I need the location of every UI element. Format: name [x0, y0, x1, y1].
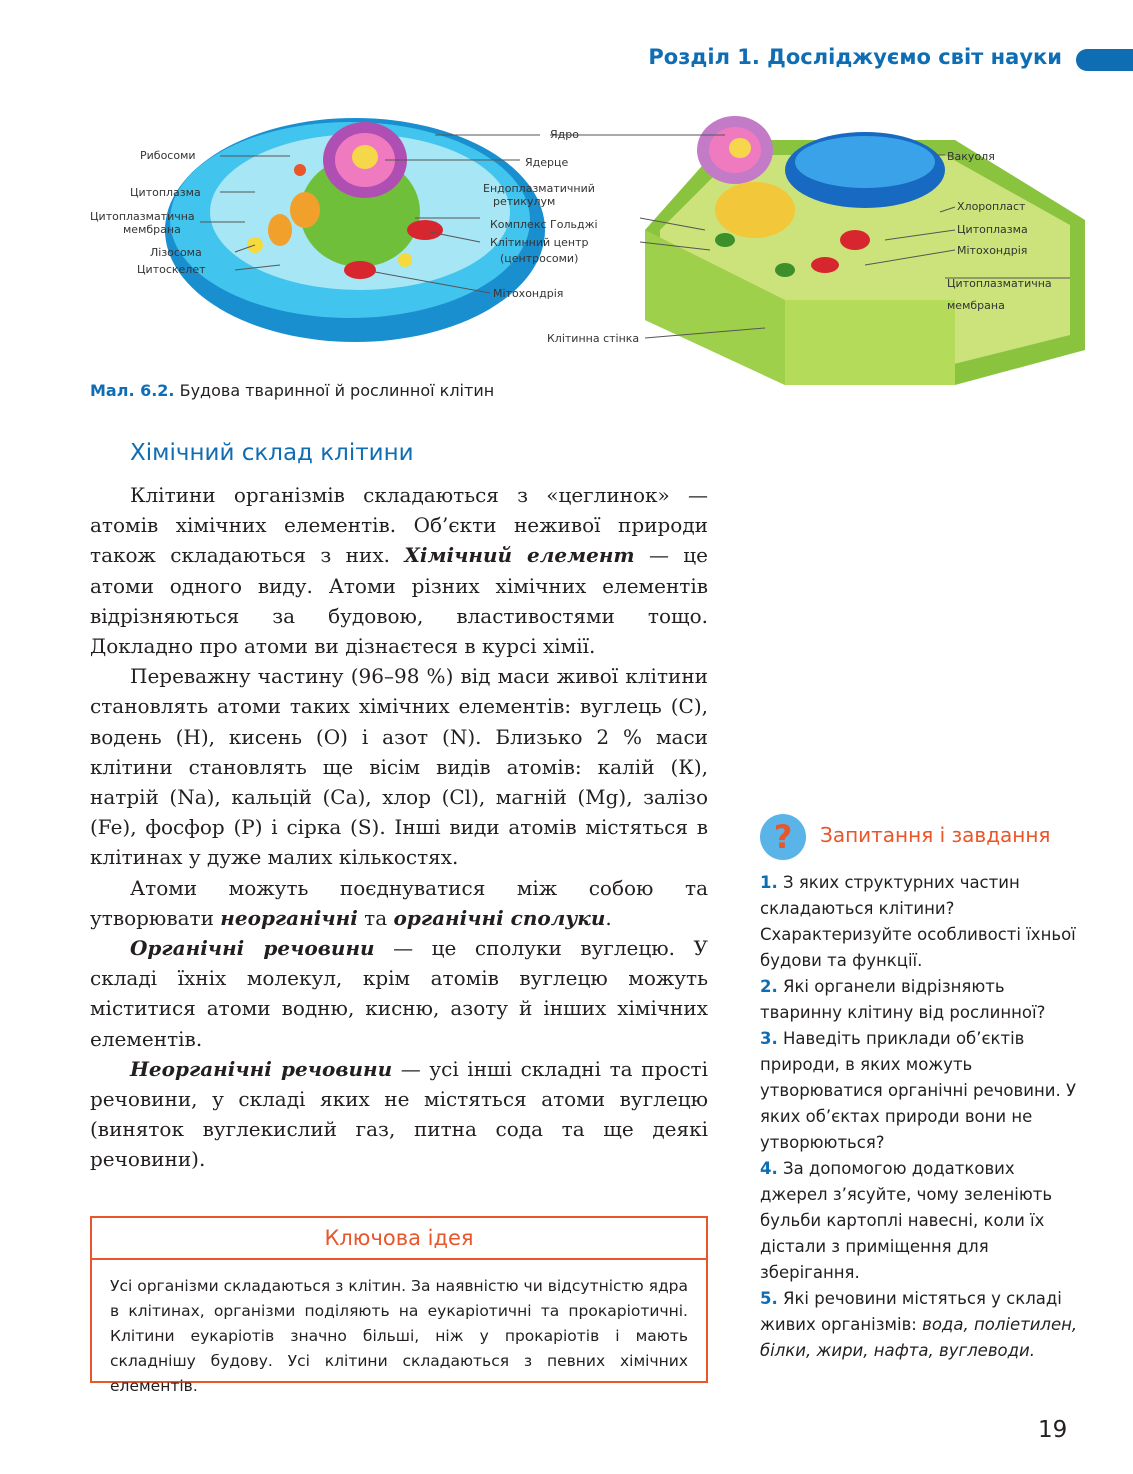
question-item	[760, 974, 1080, 1026]
question-item	[760, 1156, 1080, 1286]
label-golgi: Комплекс Гольджі	[490, 218, 598, 231]
paragraph-1-text-a: Клітини організмів складаються з «цеглинок» — атомів хімічних елементів. Об’єкти неживої природи також складаються з них.	[90, 483, 708, 568]
key-idea-text: Усі організми складаються з клітин. За наявністю чи відсутністю ядра в клітинах, організми поділяють на еукаріотичні та прокаріотичні. Клітини еукаріотів значно більші, ніж у прокаріотів і мають складнішу будову. Усі клітини складаються з певних хімічних елементів.	[110, 1277, 688, 1395]
questions-list	[760, 870, 1080, 1364]
paragraph-5	[90, 1054, 708, 1175]
figure-caption-text: Будова тваринної й рослинної клітин	[174, 381, 495, 400]
label-membrane-animal-1: Цитоплазматична	[90, 210, 195, 223]
label-membrane-animal-2: мембрана	[123, 223, 181, 236]
paragraph-3-text-c: .	[605, 905, 612, 930]
paragraph-4-text: — це сполуки вуглецю. У складі їхніх молекул, крім атомів вуглецю можуть міститися атоми водню, кисню, азоту й інших хімічних елементів.	[90, 936, 708, 1051]
paragraph-5-text: — усі інші складні та прості речовини, у складі яких не містяться атоми вуглецю (виняток вуглекислий газ, питна сода та ще деякі речовини).	[90, 1056, 708, 1172]
question-text: З яких структурних частин складаються клітини? Схарактеризуйте особливості їхньої будови та функції.	[760, 873, 1076, 970]
question-item	[760, 870, 1080, 974]
term-inorganic: неорганічні	[220, 905, 358, 930]
label-chloroplast: Хлоропласт	[957, 200, 1026, 213]
key-idea-box	[90, 1216, 708, 1395]
question-text: Які речовини містяться у складі живих організмів:	[760, 1289, 1062, 1334]
label-mitochondria-plant: Мітохондрія	[957, 244, 1028, 257]
svg-text:?: ?	[773, 818, 793, 856]
label-centrosome-2: (центросоми)	[500, 252, 579, 265]
term-inorganic-substances: Неорганічні речовини	[130, 1056, 393, 1081]
paragraph-1	[90, 480, 708, 661]
key-idea-title: Ключова ідея	[92, 1218, 706, 1260]
label-ribosomes: Рибосоми	[140, 149, 196, 162]
label-cytoskeleton: Цитоскелет	[137, 263, 206, 276]
label-membrane-plant-2: мембрана	[947, 299, 1005, 312]
question-text: За допомогою додаткових джерел з’ясуйте, чому зеленіють бульби картоплі навесні, коли їх дістали з приміщення для зберігання.	[760, 1159, 1053, 1282]
label-er-2: ретикулум	[493, 195, 556, 208]
questions-title: Запитання і завдання	[820, 823, 1051, 847]
question-number: 5.	[760, 1289, 778, 1308]
label-vacuole: Вакуоля	[947, 150, 995, 163]
page-number: 19	[1038, 1417, 1068, 1443]
question-number: 4.	[760, 1159, 778, 1178]
paragraph-3	[90, 873, 708, 933]
chapter-title: Розділ 1. Досліджуємо світ науки	[648, 45, 1062, 69]
question-number: 2.	[760, 977, 778, 996]
label-cytoplasm-plant: Цитоплазма	[957, 223, 1028, 236]
paragraph-1-text-b: — це атоми одного виду. Атоми різних хімічних елементів відрізняються за будовою, властивостями тощо. Докладно про атоми ви дізнаєтеся в курсі хімії.	[90, 543, 708, 659]
question-number: 3.	[760, 1029, 778, 1048]
label-nucleus: Ядро	[550, 128, 579, 141]
figure-caption-number: Мал. 6.2.	[90, 381, 175, 400]
chapter-tab-marker	[1076, 49, 1133, 71]
paragraph-3-text-a: Атоми можуть поєднуватися між собою та утворювати	[90, 875, 708, 930]
label-cell-wall: Клітинна стінка	[547, 332, 640, 345]
label-mitochondria-animal: Мітохондрія	[493, 287, 564, 300]
label-cytoplasm-animal: Цитоплазма	[130, 186, 201, 199]
label-er-1: Ендоплазматичний	[483, 182, 595, 195]
section-title: Хімічний склад клітини	[130, 440, 414, 466]
paragraph-2: Переважну частину (96–98 %) від маси живої клітини становлять атоми таких хімічних елементів: вуглець (С), водень (Н), кисень (О) і азот (N). Близько 2 % маси клітини становлять ще вісім видів атомів: калій (К), натрій (Na), кальцій (Са), хлор (Сl), магній (Mg), залізо (Fe), фосфор (Р) і сірка (S). Інші види атомів містяться в клітинах у дуже малих кількостях.	[90, 664, 708, 870]
paragraph-3-text-b: та	[357, 905, 394, 930]
question-item	[760, 1026, 1080, 1156]
label-nucleolus: Ядерце	[525, 156, 569, 169]
term-chemical-element: Хімічний елемент	[404, 543, 635, 568]
label-centrosome-1: Клітинний центр	[490, 236, 589, 249]
question-number: 1.	[760, 873, 778, 892]
paragraph-4	[90, 933, 708, 1054]
term-organic-substances: Органічні речовини	[130, 936, 375, 961]
question-text: Які органели відрізняють тваринну клітину від рослинної?	[760, 977, 1046, 1022]
question-item	[760, 1286, 1080, 1364]
question-mark-icon	[760, 814, 806, 860]
figure-caption	[90, 381, 494, 400]
question-examples: вода, поліетилен, білки, жири, нафта, вуглеводи.	[760, 1315, 1078, 1360]
question-text: Наведіть приклади об’єктів природи, в яких можуть утворюватися органічні речовини. У яких об’єктах природи вони не утворюються?	[760, 1029, 1077, 1152]
label-lysosome: Лізосома	[150, 246, 202, 259]
label-membrane-plant-1: Цитоплазматична	[947, 277, 1052, 290]
main-text	[90, 480, 708, 1175]
term-organic-compounds: органічні сполуки	[393, 905, 606, 930]
cell-structure-figure	[85, 100, 1130, 390]
